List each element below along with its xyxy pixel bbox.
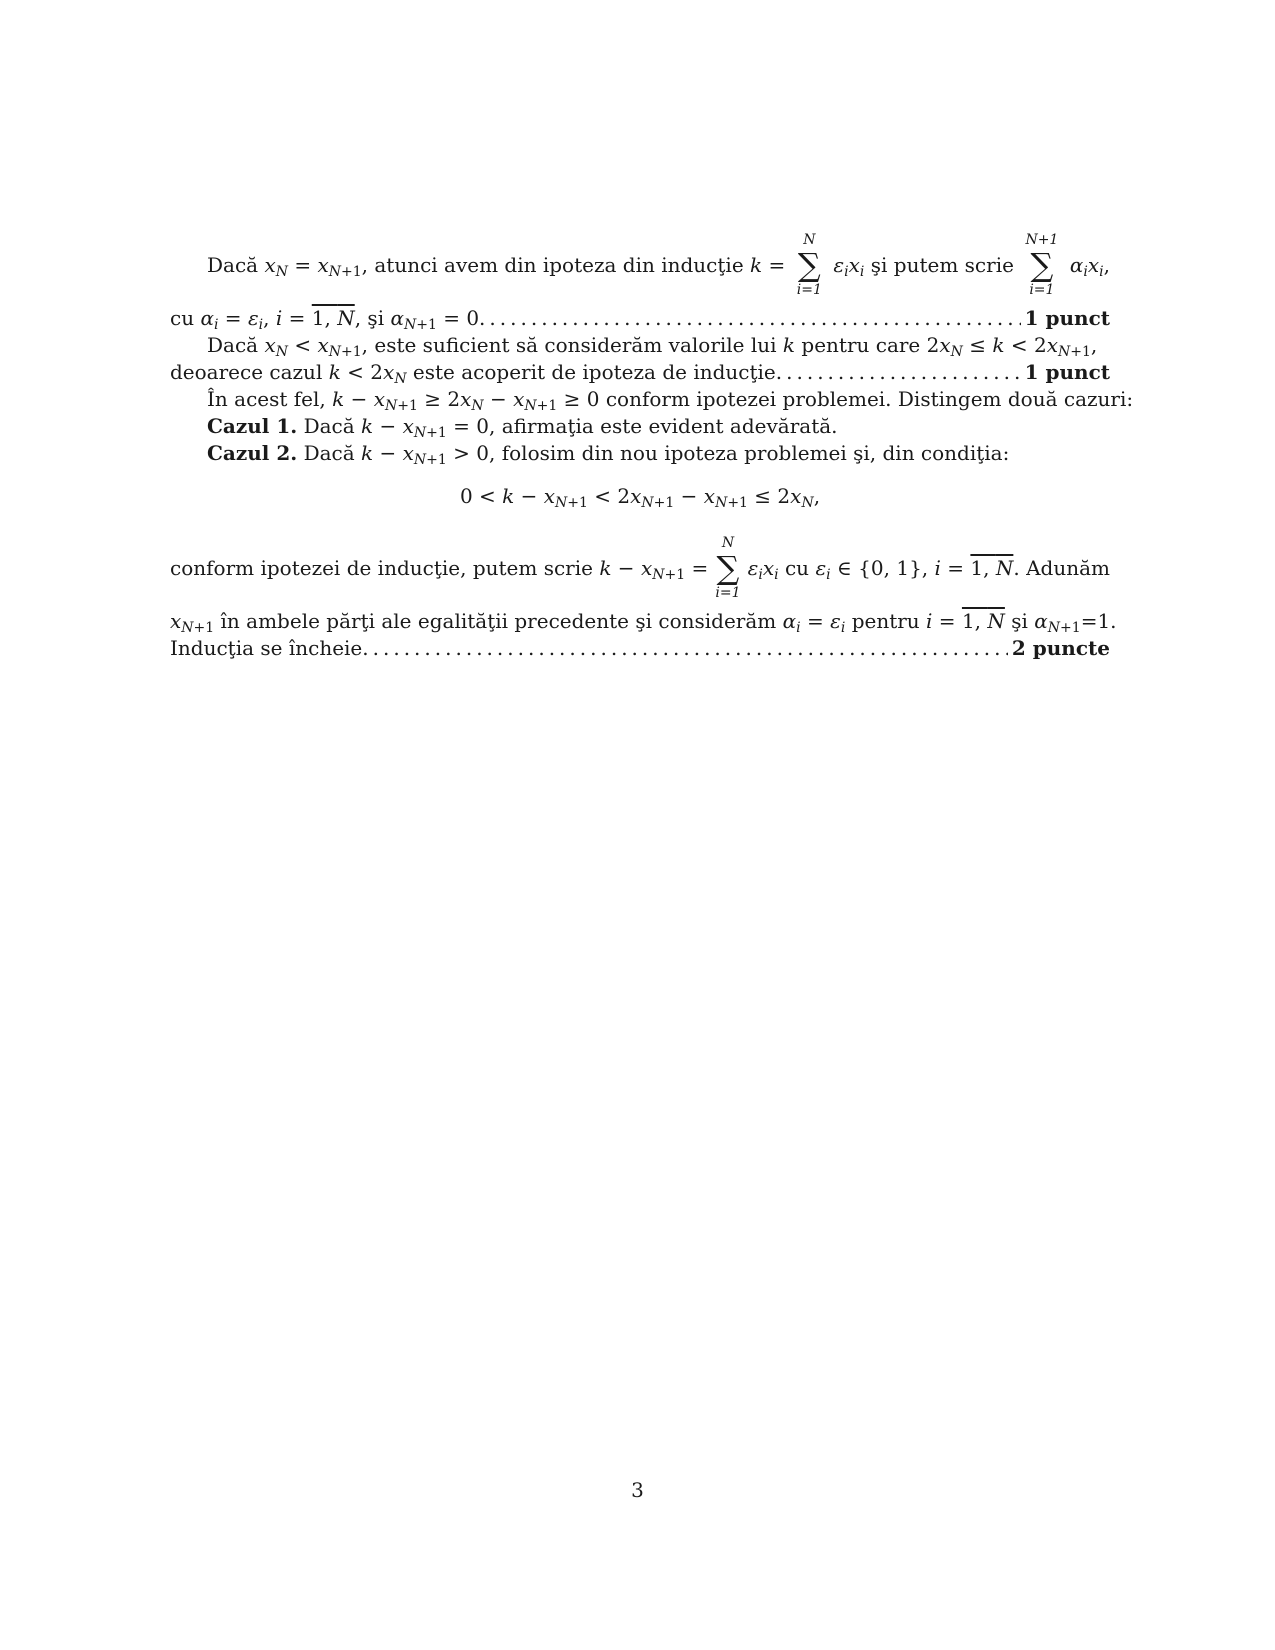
text: deoarece cazul $k < 2x_N$ este acoperit de ipoteza de inducţie.: [170, 360, 783, 387]
paragraph-4-line-2: $x_{N+1}$ în ambele părţi ale egalităţii precedente şi considerăm $\alpha_i = \varepsilon_i$ pentru i = 1, N şi $\alpha_{N+1}=1$.: [170, 609, 1117, 636]
text: $\varepsilon_ix_i$ şi putem scrie: [833, 252, 1014, 280]
paragraph-1-line-2: [170, 305, 1110, 332]
paragraph-4-line-3: [170, 635, 1110, 662]
case-1: Cazul 1. Dacă $k - x_{N+1} = 0$, afirmaţia este evident adevărată.: [207, 414, 838, 441]
case-label: Cazul 2.: [207, 441, 298, 465]
points-label: 1 punct: [1024, 306, 1110, 330]
text: conform ipotezei de inducţie, putem scrie $k - x_{N+1}$ =: [170, 555, 709, 583]
paragraph-1-line-1: [170, 225, 1110, 305]
display-equation: $0 < k - x_{N+1} < 2x_{N+1} - x_{N+1} \le 2x_N$,: [459, 484, 821, 511]
case-label: Cazul 1.: [207, 414, 298, 438]
text: cu $\alpha_i = \varepsilon_i$, i = 1, N, şi $\alpha_{N+1} = 0$.: [170, 306, 486, 333]
sum-symbol: N ∑ i=1: [796, 232, 822, 298]
text: $\alpha_ix_i$,: [1069, 252, 1110, 280]
page-content: [170, 225, 1134, 662]
text: $\varepsilon_ix_i$ cu $\varepsilon_i$ ∈ {0, 1}, i = 1, N. Adunăm: [747, 555, 1110, 583]
points-label: 1 punct: [1024, 360, 1110, 384]
case-2: Cazul 2. Dacă $k - x_{N+1} > 0$, folosim din nou ipoteza problemei şi, din condiţia:: [207, 441, 1010, 468]
dot-leader: [489, 305, 1020, 332]
dot-leader: [786, 359, 1021, 386]
paragraph-3: În acest fel, $k - x_{N+1} \ge 2x_N - x_{N+1} \ge 0$ conform ipotezei problemei. Distingem două cazuri:: [207, 387, 1134, 414]
sum-symbol: N+1 ∑ i=1: [1025, 232, 1059, 298]
paragraph-2-line-1: Dacă $x_N < x_{N+1}$, este suficient să considerăm valorile lui k pentru care $2x_N \le k < 2x_{N+1}$,: [207, 333, 1098, 360]
text: Inducţia se încheie.: [170, 636, 369, 660]
sum-symbol: N ∑ i=1: [715, 535, 741, 601]
dot-leader: [373, 635, 1008, 662]
paragraph-4-line-1: [170, 528, 1110, 608]
page-number: 3: [631, 1478, 644, 1502]
points-label: 2 puncte: [1011, 636, 1110, 660]
text: Dacă $x_N = x_{N+1}$, atunci avem din ipoteza din inducţie k =: [207, 252, 786, 280]
paragraph-2-line-2: [170, 359, 1110, 386]
